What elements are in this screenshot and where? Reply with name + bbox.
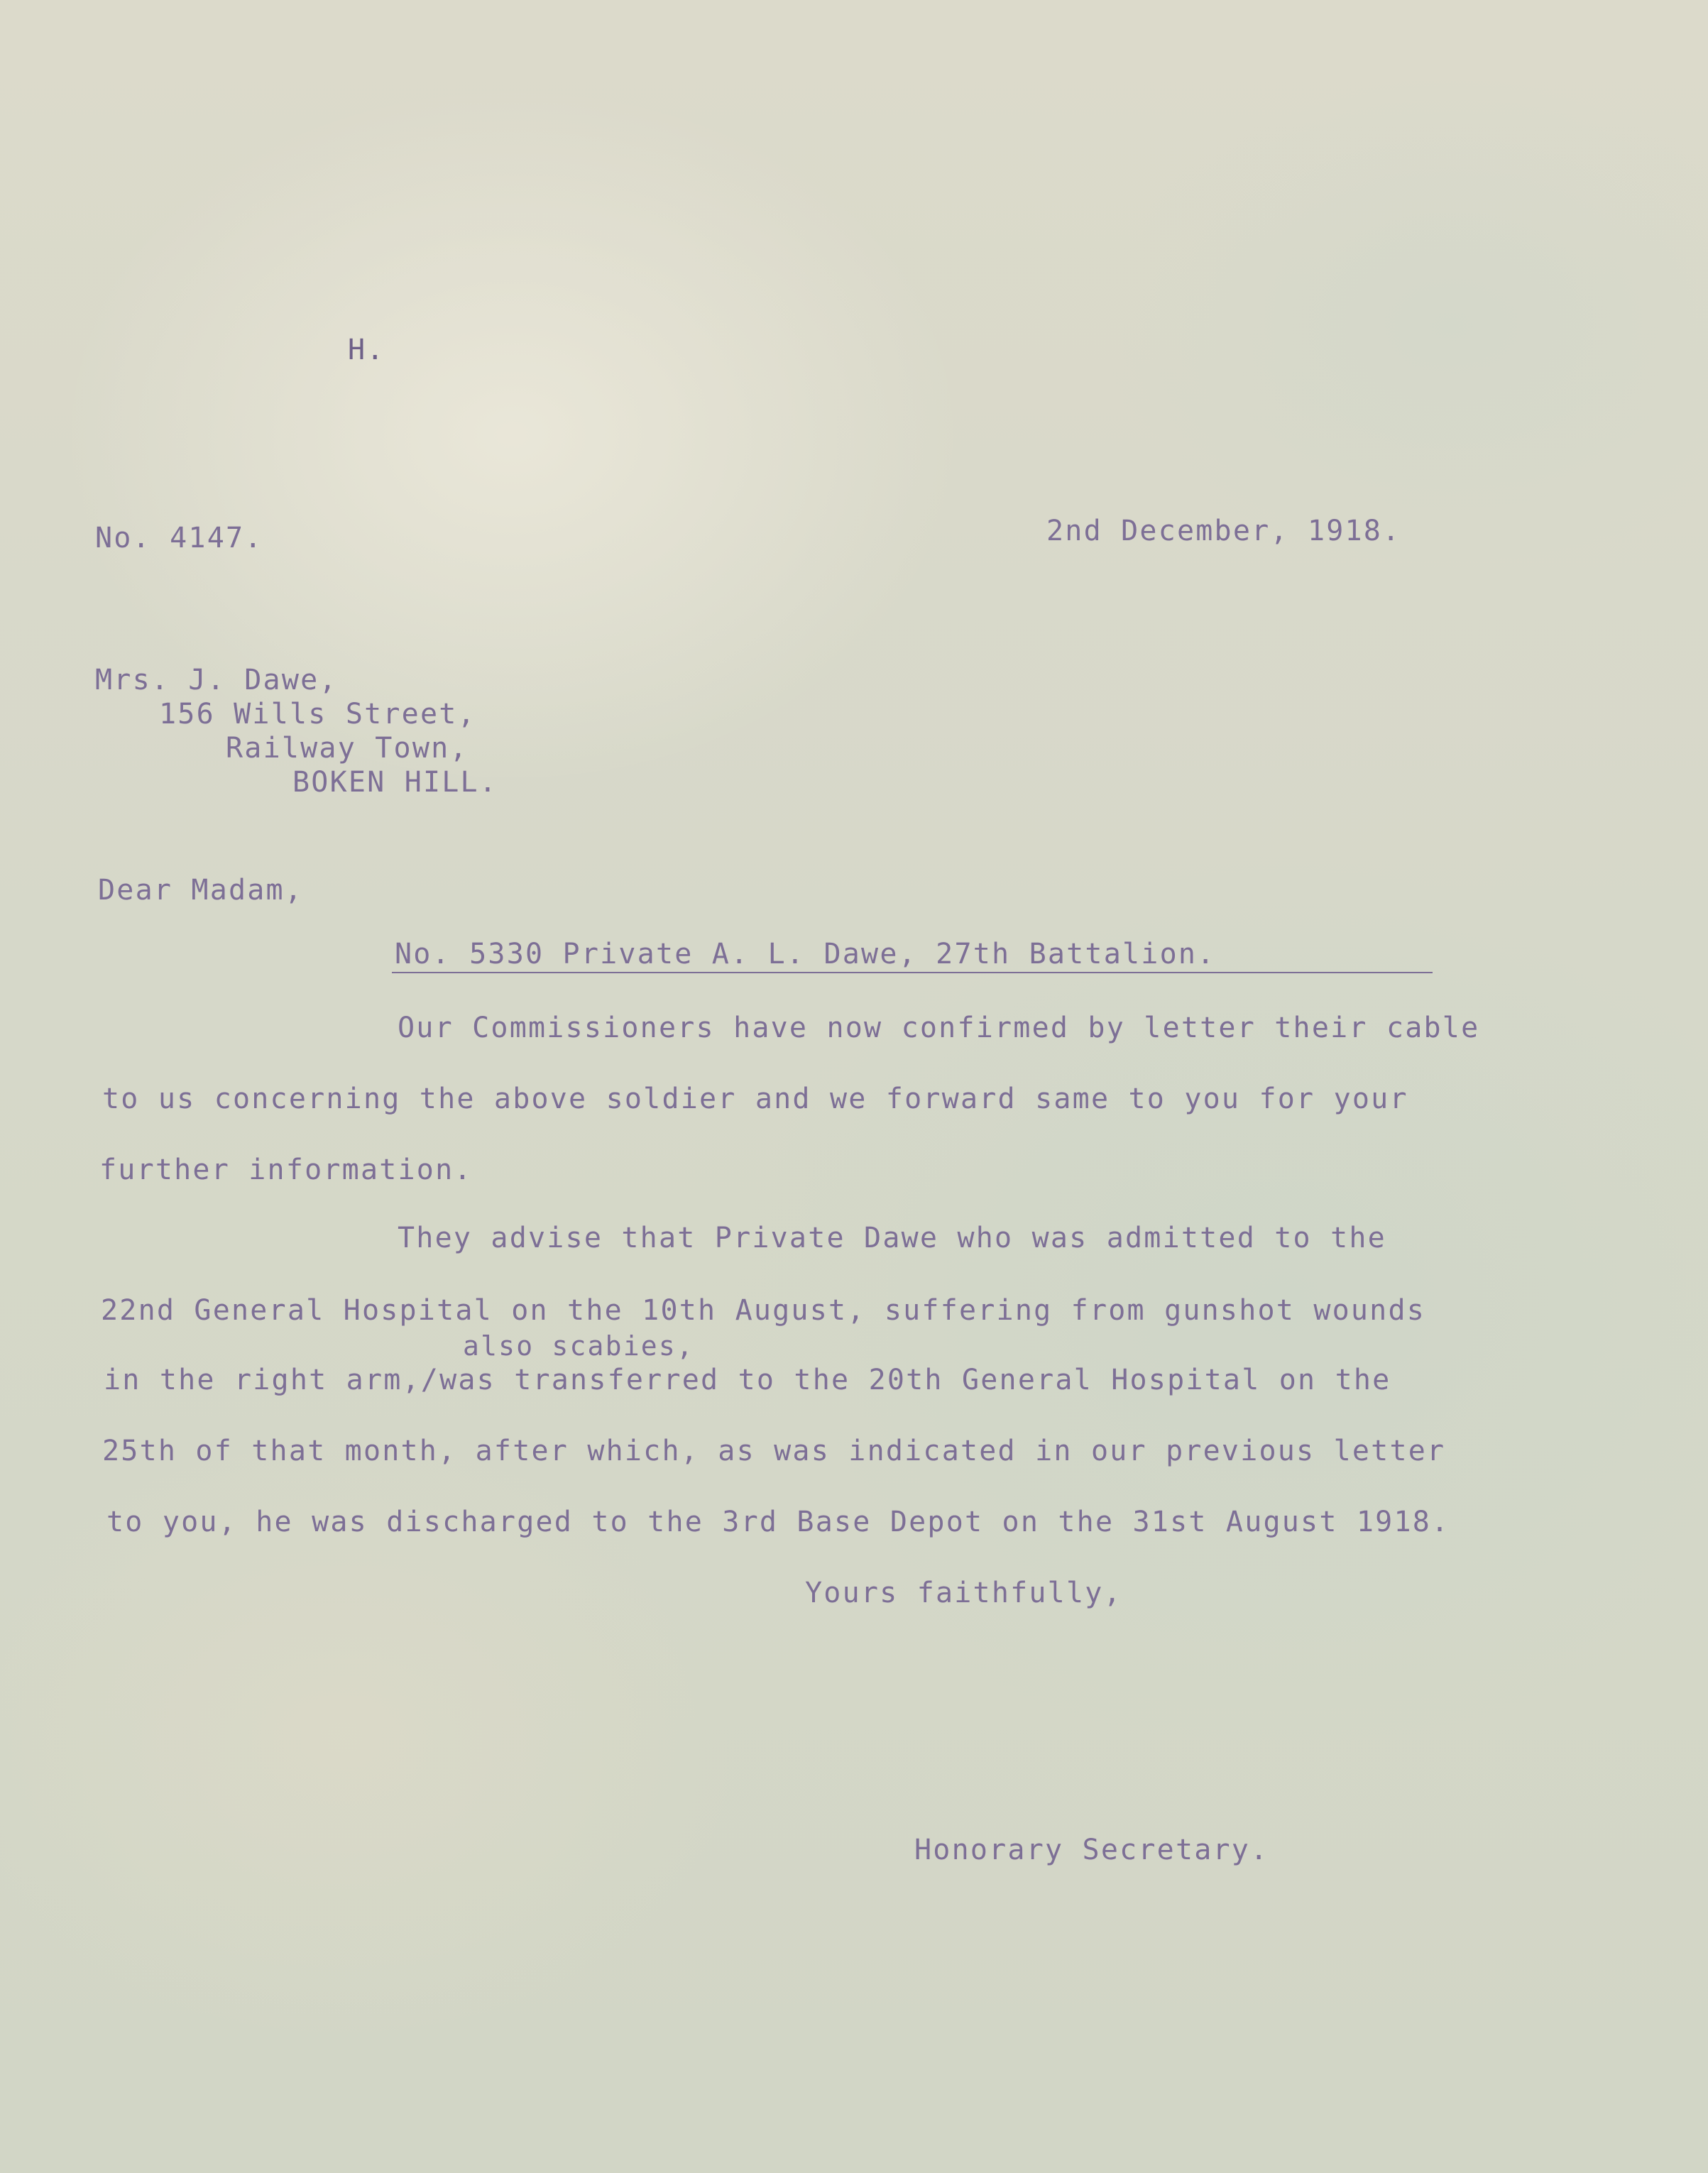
recipient-city: BOKEN HILL. xyxy=(292,766,498,799)
paragraph-2-line-3: in the right arm,/was transferred to the 20th General Hospital on the xyxy=(104,1364,1391,1396)
signatory-title: Honorary Secretary. xyxy=(914,1834,1269,1866)
letter-initial: H. xyxy=(348,334,385,366)
paragraph-2-insertion: also scabies, xyxy=(463,1330,695,1362)
paragraph-2-line-2: 22nd General Hospital on the 10th August, suffering from gunshot wounds xyxy=(101,1294,1426,1327)
recipient-suburb: Railway Town, xyxy=(226,732,469,765)
reference-number: No. 4147. xyxy=(95,522,263,554)
subject-line: No. 5330 Private A. L. Dawe, 27th Battalion. xyxy=(395,938,1216,970)
letter-date: 2nd December, 1918. xyxy=(1046,515,1401,547)
paragraph-2-line-5: to you, he was discharged to the 3rd Base Depot on the 31st August 1918. xyxy=(106,1506,1450,1538)
paragraph-1-line-2: to us concerning the above soldier and we forward same to you for your xyxy=(102,1083,1408,1115)
subject-underline xyxy=(392,972,1433,973)
paragraph-2-line-1: They advise that Private Dawe who was admitted to the xyxy=(398,1222,1386,1254)
paragraph-1-line-1: Our Commissioners have now confirmed by letter their cable xyxy=(398,1012,1480,1044)
paragraph-2-line-4: 25th of that month, after which, as was indicated in our previous letter xyxy=(102,1435,1446,1467)
salutation: Dear Madam, xyxy=(98,874,304,907)
closing: Yours faithfully, xyxy=(805,1577,1122,1609)
paragraph-1-line-3: further information. xyxy=(99,1154,473,1186)
recipient-name: Mrs. J. Dawe, xyxy=(95,664,338,696)
recipient-street: 156 Wills Street, xyxy=(159,698,476,730)
